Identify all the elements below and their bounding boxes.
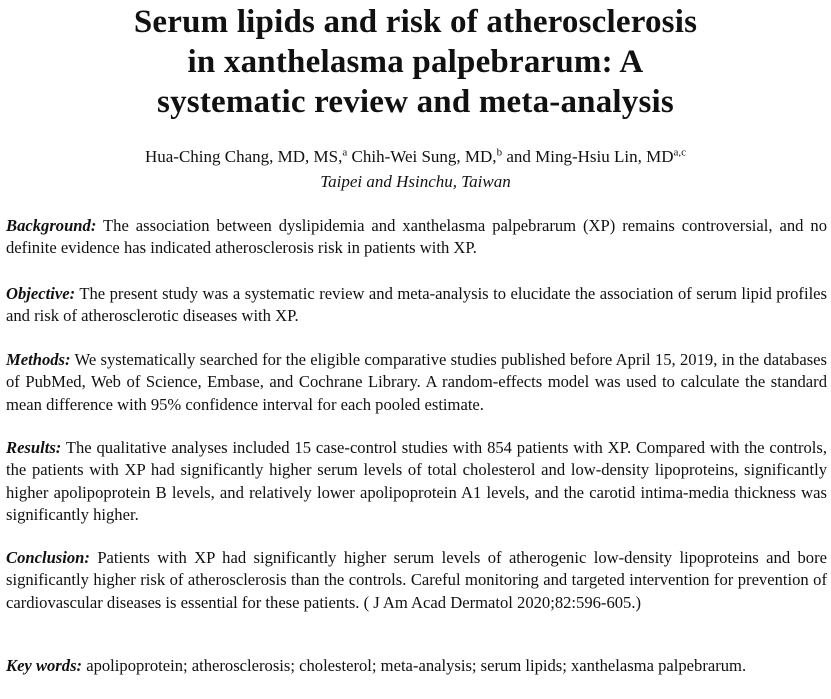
section-text: The qualitative analyses included 15 case-control studies with 854 patients with XP. Compared with the controls, the patients with XP had significantly higher serum levels of total cholesterol and low-density lipoproteins, significantly higher apolipoprotein B levels, and relatively lower apolipoprotein A1 levels, and the carotid intima-media thickness was significantly higher. — [6, 438, 827, 525]
abstract-objective — [6, 283, 827, 328]
section-text: apolipoprotein; atherosclerosis; cholesterol; meta-analysis; serum lipids; xanthelasma palpebrarum. — [86, 656, 747, 675]
section-text: Patients with XP had significantly higher serum levels of atherogenic low-density lipoproteins and bore significantly higher risk of atherosclerosis than the controls. Careful monitoring and targeted intervention for prevention of cardiovascular diseases is essential for these patients. ( J Am Acad Dermatol 2020;82:596-605.) — [6, 548, 827, 612]
author-name: and Ming-Hsiu Lin, MD — [506, 147, 674, 166]
section-label: Conclusion: — [6, 548, 90, 567]
section-label: Methods: — [6, 350, 71, 369]
section-label: Results: — [6, 438, 62, 457]
section-label: Background: — [6, 216, 97, 235]
section-label: Key words: — [6, 656, 83, 675]
author-name: Hua-Ching Chang, MD, MS, — [144, 147, 343, 166]
affiliation-location: Taipei and Hsinchu, Taiwan — [320, 172, 511, 191]
section-text: The present study was a systematic review and meta-analysis to elucidate the association of serum lipid profiles and risk of atherosclerotic diseases with XP. — [6, 284, 827, 326]
author-list — [0, 146, 831, 168]
section-text: The association between dyslipidemia and xanthelasma palpebrarum (XP) remains controversial, and no definite evidence has indicated atherosclerosis risk in patients with XP. — [6, 216, 827, 258]
abstract-results — [6, 437, 827, 527]
title-line-3: systematic review and meta-analysis — [157, 84, 674, 120]
abstract-conclusion — [6, 547, 827, 614]
author-affiliation-marker: a — [342, 146, 348, 159]
abstract-background — [6, 215, 827, 260]
article-title — [20, 2, 811, 122]
author-name: Chih-Wei Sung, MD, — [351, 147, 497, 166]
section-label: Objective: — [6, 284, 76, 303]
title-line-2: in xanthelasma palpebrarum: A — [187, 44, 644, 80]
abstract-methods — [6, 349, 827, 416]
title-line-1: Serum lipids and risk of atherosclerosis — [133, 4, 698, 40]
author-affiliation-marker: a,c — [673, 146, 686, 159]
author-affiliation-marker: b — [496, 146, 503, 159]
abstract-keywords — [6, 655, 827, 677]
section-text: We systematically searched for the eligible comparative studies published before April 15, 2019, in the databases of PubMed, Web of Science, Embase, and Cochrane Library. A random-effects model was used to calculate the standard mean difference with 95% confidence interval for each pooled estimate. — [6, 350, 827, 414]
